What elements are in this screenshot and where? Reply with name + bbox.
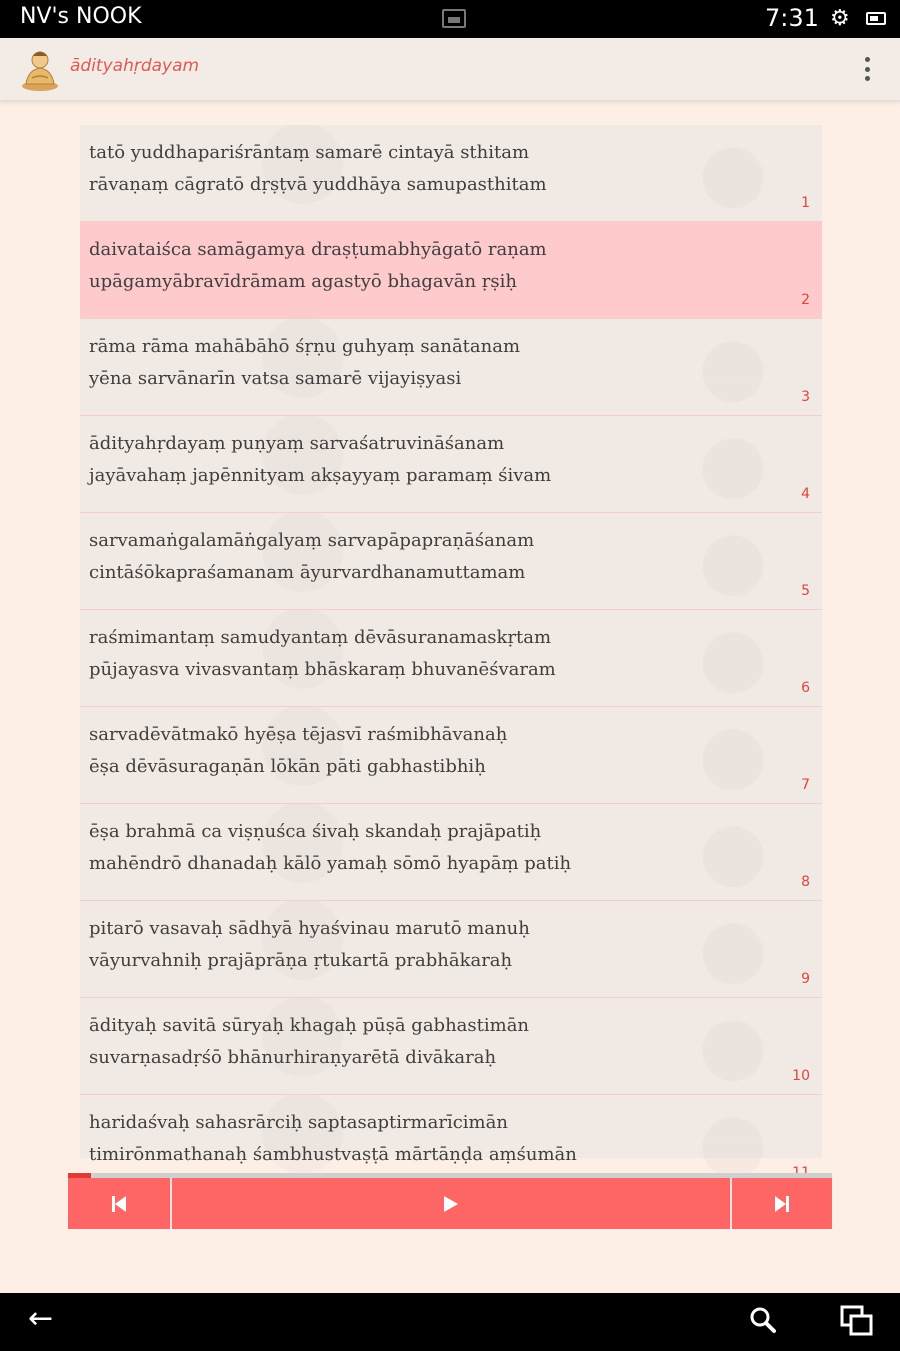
verse-line: jayāvahaṃ japēnnityam akṣayyaṃ paramaṃ śivam <box>89 465 552 486</box>
verse-row[interactable] <box>80 416 822 513</box>
verse-line: daivataiśca samāgamya draṣṭumabhyāgatō raṇam <box>89 239 547 260</box>
previous-verse-button[interactable] <box>68 1178 172 1229</box>
play-icon <box>444 1196 458 1212</box>
verse-number: 7 <box>801 777 810 793</box>
verse-line: mahēndrō dhanadaḥ kālō yamaḥ sōmō hyapāṃ patiḥ <box>89 853 572 874</box>
verse-line: ādityaḥ savitā sūryaḥ khagaḥ pūṣā gabhastimān <box>89 1015 530 1036</box>
verse-line: ēṣa brahmā ca viṣṇuśca śivaḥ skandaḥ prajāpatiḥ <box>89 821 542 842</box>
battery-icon <box>866 12 886 25</box>
verse-line: yēna sarvānarīn vatsa samarē vijayiṣyasi <box>89 368 462 389</box>
verse-row[interactable] <box>80 610 822 707</box>
verse-row[interactable] <box>80 125 822 222</box>
skip-next-icon <box>775 1196 789 1212</box>
next-verse-button[interactable] <box>730 1178 832 1229</box>
verse-line: suvarṇasadṛśō bhānurhiraṇyarētā divākaraḥ <box>89 1047 497 1068</box>
overflow-menu-icon[interactable] <box>852 52 882 86</box>
verse-row[interactable] <box>80 901 822 998</box>
verse-row[interactable] <box>80 222 822 319</box>
carrier-label: NV's NOOK <box>20 4 142 29</box>
verse-number: 6 <box>801 680 810 696</box>
verse-line: vāyurvahniḥ prajāprāṇa ṛtukartā prabhākaraḥ <box>89 950 513 971</box>
status-bar <box>0 0 900 38</box>
gear-icon: ⚙ <box>830 6 850 31</box>
recents-icon[interactable] <box>840 1305 874 1341</box>
verse-line: haridaśvaḥ sahasrārciḥ saptasaptirmarīcimān <box>89 1112 508 1133</box>
verse-line: pūjayasva vivasvantaṃ bhāskaraṃ bhuvanēśvaram <box>89 659 556 680</box>
verse-line: ēṣa dēvāsuragaṇān lōkān pāti gabhastibhiḥ <box>89 756 486 777</box>
verse-number: 3 <box>801 389 810 405</box>
verse-row[interactable] <box>80 707 822 804</box>
navigation-bar <box>0 1293 900 1351</box>
verse-number: 4 <box>801 486 810 502</box>
verse-row[interactable] <box>80 804 822 901</box>
app-title: ādityahṛdayam <box>70 56 200 76</box>
verse-row[interactable] <box>80 998 822 1095</box>
verse-number: 1 <box>801 195 810 211</box>
verse-line: raśmimantaṃ samudyantaṃ dēvāsuranamaskṛtam <box>89 627 552 648</box>
verse-line: tatō yuddhapariśrāntaṃ samarē cintayā sthitam <box>89 142 530 163</box>
verse-line: rāvaṇaṃ cāgratō dṛṣṭvā yuddhāya samupasthitam <box>89 174 547 195</box>
verse-line: sarvadēvātmakō hyēṣa tējasvī raśmibhāvanaḥ <box>89 724 508 745</box>
verse-line: ādityahṛdayaṃ puṇyaṃ sarvaśatruvināśanam <box>89 433 505 454</box>
verse-line: cintāśōkapraśamanam āyurvardhanamuttamam <box>89 562 526 583</box>
app-bar <box>0 38 900 101</box>
verse-list[interactable] <box>80 125 822 1165</box>
verse-number: 10 <box>792 1068 810 1084</box>
back-icon[interactable]: ← <box>28 1301 54 1336</box>
verse-row[interactable] <box>80 319 822 416</box>
verse-line: pitarō vasavaḥ sādhyā hyaśvinau marutō manuḥ <box>89 918 530 939</box>
play-button[interactable] <box>172 1178 730 1229</box>
audio-player <box>68 1178 832 1229</box>
verse-number: 2 <box>801 292 810 308</box>
image-icon <box>442 9 466 28</box>
verse-line: upāgamyābravīdrāmam agastyō bhagavān ṛṣiḥ <box>89 271 517 292</box>
verse-number: 8 <box>801 874 810 890</box>
verse-row[interactable] <box>80 513 822 610</box>
app-logo-icon[interactable] <box>20 46 60 92</box>
search-icon[interactable] <box>748 1305 778 1339</box>
verse-line: rāma rāma mahābāhō śṛṇu guhyaṃ sanātanam <box>89 336 521 357</box>
verse-line: timirōnmathanaḥ śambhustvaṣṭā mārtāṇḍa aṃśumān <box>89 1144 577 1165</box>
verse-line: sarvamaṅgalamāṅgalyaṃ sarvapāpapraṇāśanam <box>89 530 535 551</box>
verse-number: 9 <box>801 971 810 987</box>
status-clock: 7:31 <box>765 4 819 32</box>
skip-previous-icon <box>112 1196 126 1212</box>
verse-number: 5 <box>801 583 810 599</box>
